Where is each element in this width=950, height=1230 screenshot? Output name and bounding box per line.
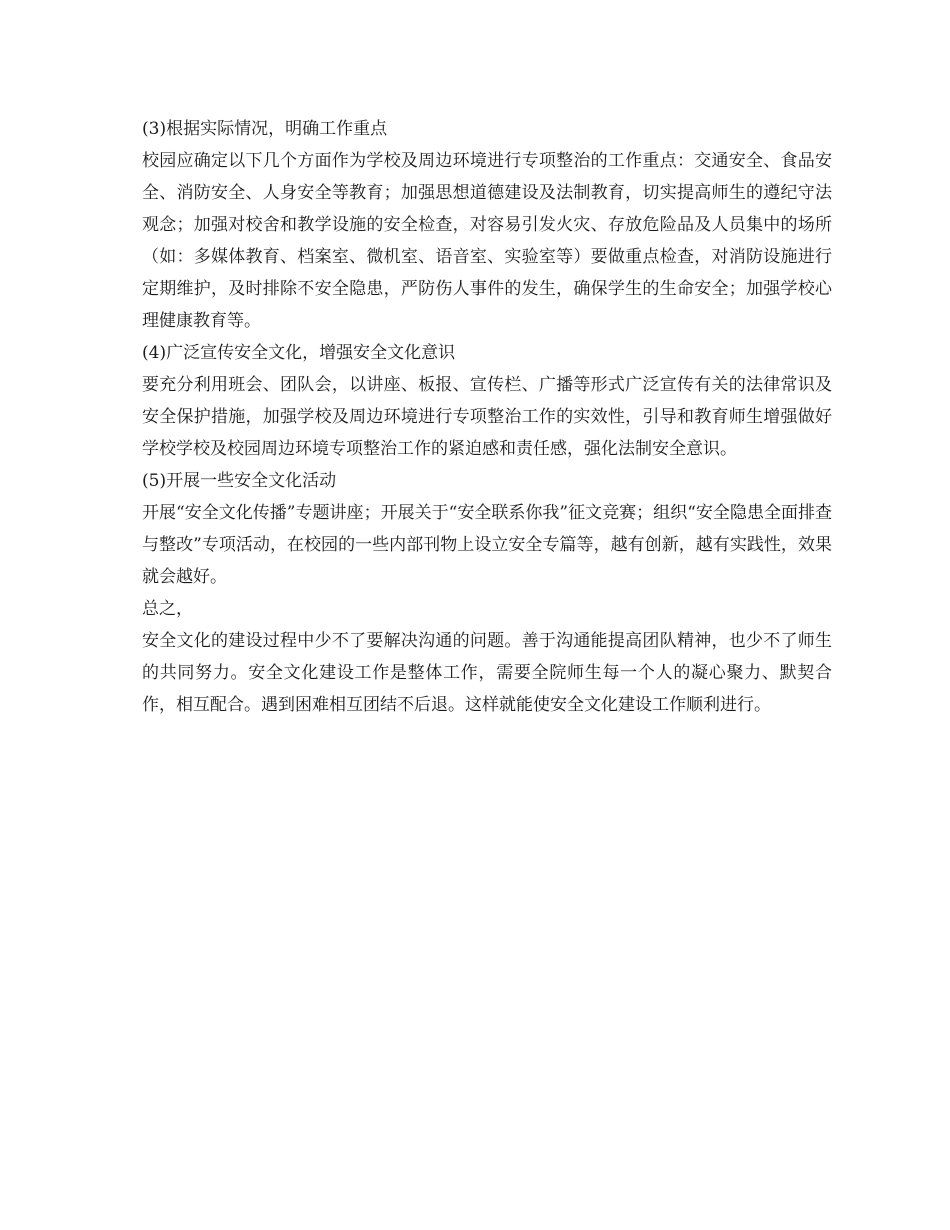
section-heading-5: (5)开展一些安全文化活动: [142, 471, 337, 491]
section-paragraph-4: 要充分利用班会、团队会，以讲座、板报、宣传栏、广播等形式广泛宣传有关的法律常识及安全保护措施，加强学校及周边环境进行专项整治工作的实效性，引导和教育师生增强做好学校学校及校园周边环境专项整治工作的紧迫感和责任感，强化法制安全意识。: [142, 375, 832, 459]
section-heading-3: (3)根据实际情况，明确工作重点: [142, 119, 388, 139]
section-heading-4: (4)广泛宣传安全文化，增强安全文化意识: [142, 343, 456, 363]
conclusion-paragraph: 安全文化的建设过程中少不了要解决沟通的问题。善于沟通能提高团队精神，也少不了师生的共同努力。安全文化建设工作是整体工作，需要全院师生每一个人的凝心聚力、默契合作，相互配合。遇到困难相互团结不后退。这样就能使安全文化建设工作顺利进行。: [142, 631, 832, 715]
document-body: [142, 113, 832, 721]
section-paragraph-3: 校园应确定以下几个方面作为学校及周边环境进行专项整治的工作重点：交通安全、食品安全、消防安全、人身安全等教育；加强思想道德建设及法制教育，切实提高师生的遵纪守法观念；加强对校舍和教学设施的安全检查，对容易引发火灾、存放危险品及人员集中的场所（如：多媒体教育、档案室、微机室、语音室、实验室等）要做重点检查，对消防设施进行定期维护，及时排除不安全隐患，严防伤人事件的发生，确保学生的生命安全；加强学校心理健康教育等。: [142, 151, 832, 331]
conclusion-heading: 总之，: [142, 599, 193, 619]
section-paragraph-5: 开展“安全文化传播”专题讲座；开展关于“安全联系你我”征文竞赛；组织“安全隐患全面排查与整改”专项活动，在校园的一些内部刊物上设立安全专篇等，越有创新，越有实践性，效果就会越好。: [142, 503, 832, 587]
